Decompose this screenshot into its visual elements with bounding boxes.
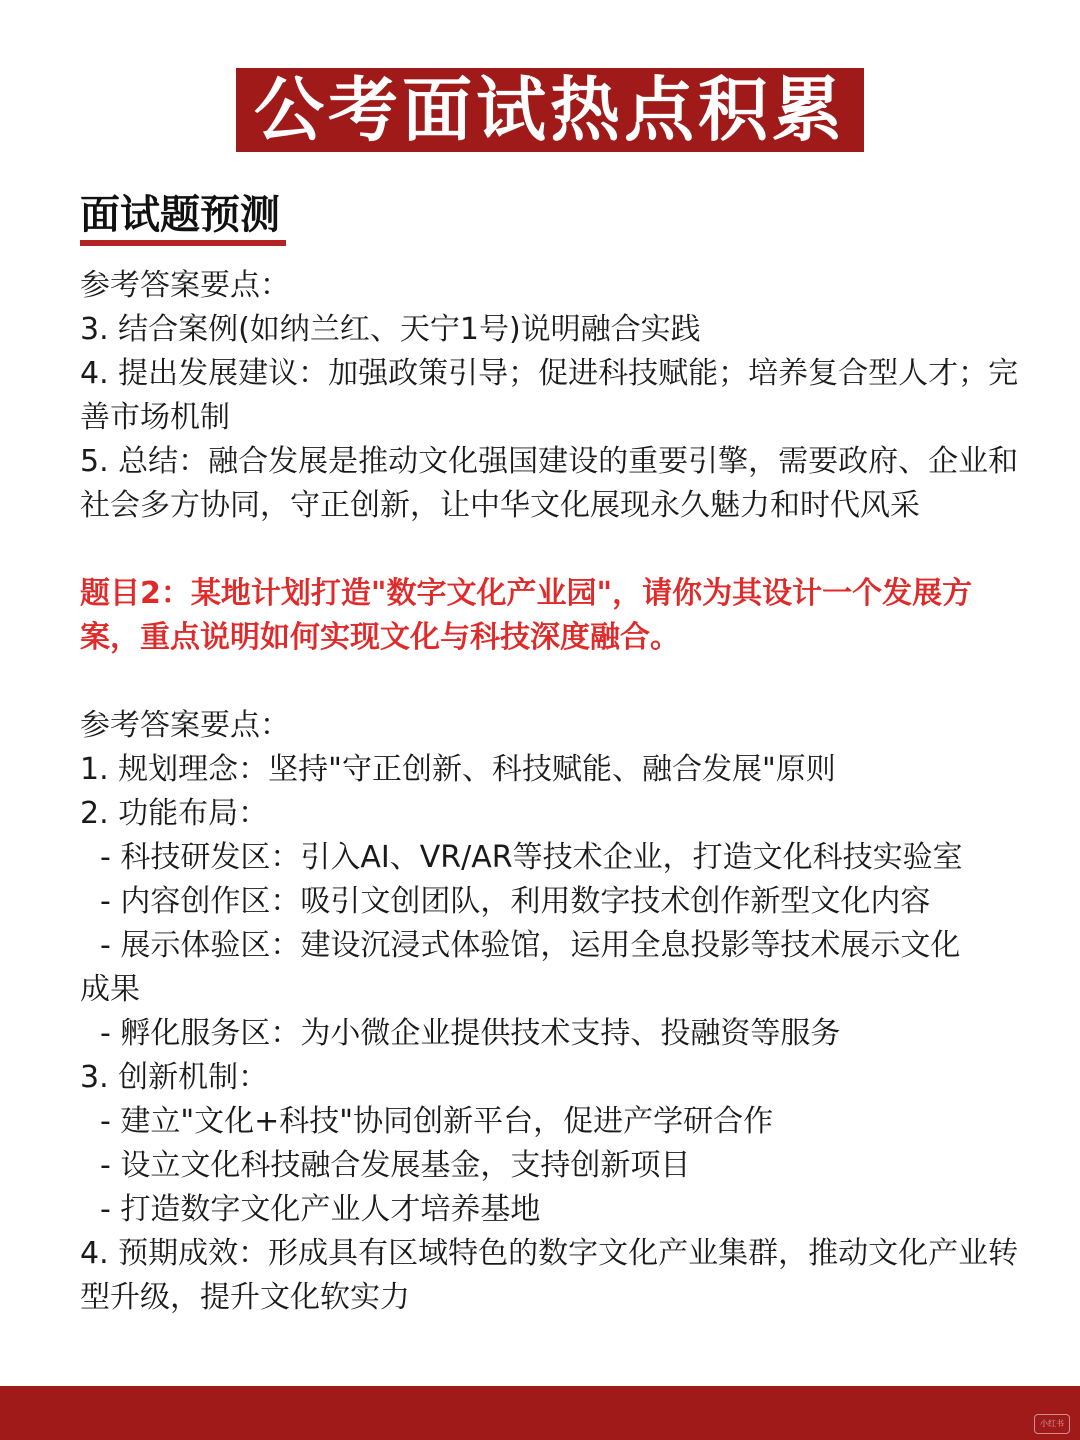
title-banner: [236, 68, 864, 152]
answer2-point2-d: - 孵化服务区：为小微企业提供技术支持、投融资等服务: [100, 1016, 841, 1051]
answer2-point4: 4. 预期成效：形成具有区域特色的数字文化产业集群，推动文化产业转型升级，提升文化软实力: [80, 1236, 1019, 1315]
watermark-logo: 小红书: [1034, 1414, 1070, 1434]
answer1-point4: 4. 提出发展建议：加强政策引导；促进科技赋能；培养复合型人才；完善市场机制: [80, 356, 1019, 435]
answer2-label: 参考答案要点：: [80, 708, 290, 743]
answer2-point3-b: - 设立文化科技融合发展基金，支持创新项目: [100, 1148, 691, 1183]
question-2: 题目2：某地计划打造"数字文化产业园"，请你为其设计一个发展方案，重点说明如何实现文化与科技深度融合。: [80, 576, 973, 655]
section-underline: [80, 240, 286, 246]
answer2-point2-a: - 科技研发区：引入AI、VR/AR等技术企业，打造文化科技实验室: [100, 840, 963, 875]
section-heading: [80, 190, 280, 248]
section-heading-text: 面试题预测: [80, 192, 280, 238]
spacer: [80, 528, 1025, 572]
answer2-point2: 2. 功能布局：: [80, 796, 269, 831]
answer1-point3: 3. 结合案例(如纳兰红、天宁1号)说明融合实践: [80, 312, 701, 347]
answer2-point2-b: - 内容创作区：吸引文创团队，利用数字技术创作新型文化内容: [100, 884, 931, 919]
page-title: 公考面试热点积累: [254, 69, 846, 151]
spacer: [80, 660, 1025, 704]
answer2-point3-a: - 建立"文化+科技"协同创新平台，促进产学研合作: [100, 1104, 774, 1139]
answer2-point2-c1: - 展示体验区：建设沉浸式体验馆，运用全息投影等技术展示文化: [100, 928, 961, 963]
answer2-point1: 1. 规划理念：坚持"守正创新、科技赋能、融合发展"原则: [80, 752, 836, 787]
answer2-point3: 3. 创新机制：: [80, 1060, 269, 1095]
answer1-label: 参考答案要点：: [80, 268, 290, 303]
footer-bar: [0, 1386, 1080, 1440]
answer1-point5: 5. 总结：融合发展是推动文化强国建设的重要引擎，需要政府、企业和社会多方协同，守正创新，让中华文化展现永久魅力和时代风采: [80, 444, 1019, 523]
answer2-point3-c: - 打造数字文化产业人才培养基地: [100, 1192, 541, 1227]
answer2-point2-c2: 成果: [80, 972, 140, 1007]
article-body: [80, 264, 1025, 1320]
